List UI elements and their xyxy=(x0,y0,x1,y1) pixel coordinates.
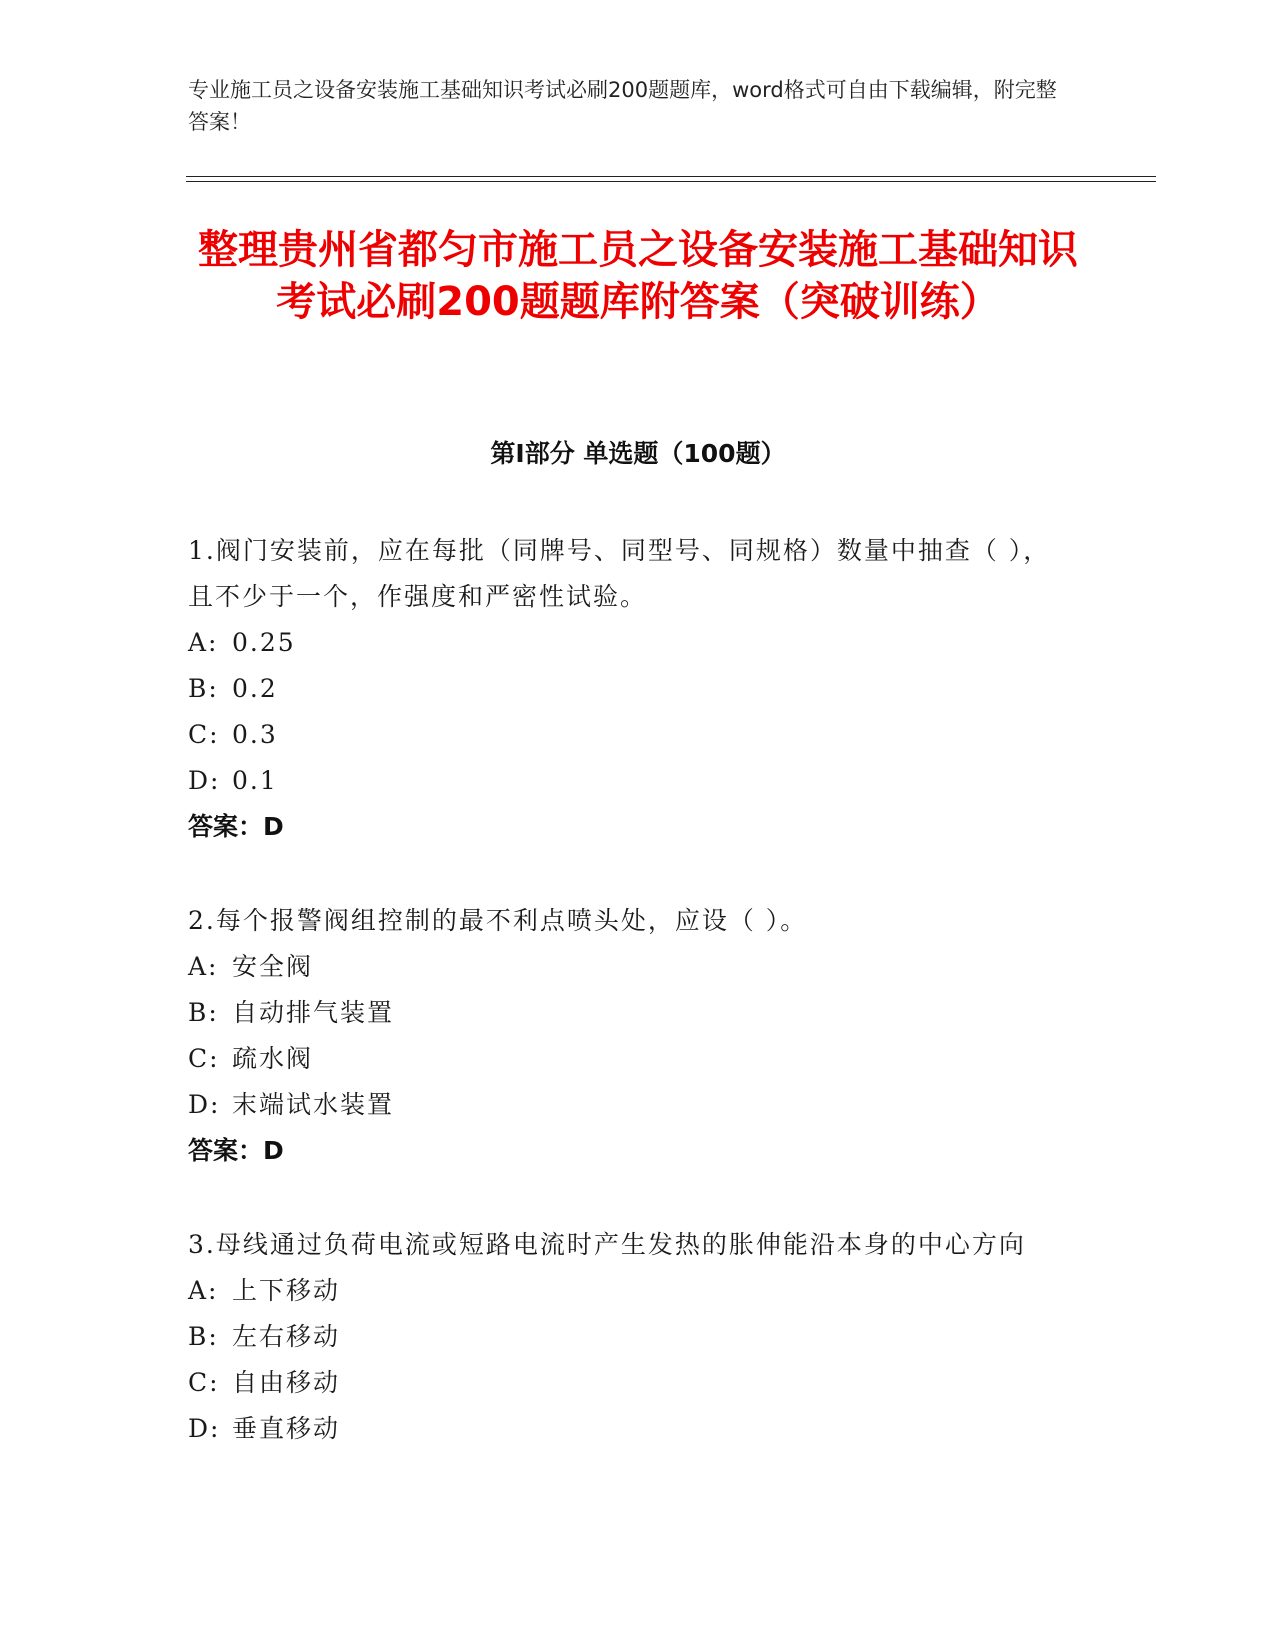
header-divider-bottom xyxy=(186,181,1156,182)
option-b xyxy=(188,666,1068,712)
question-list xyxy=(188,528,1068,1500)
answer-line: 答案：D xyxy=(188,1136,284,1165)
option-text: 疏水阀 xyxy=(232,1044,314,1073)
option-text: 自由移动 xyxy=(232,1368,341,1397)
answer-line: 答案：D xyxy=(188,812,284,841)
option-a xyxy=(188,944,1068,990)
option-letter: B: xyxy=(188,998,219,1027)
option-letter: A: xyxy=(188,952,219,981)
option-letter: C: xyxy=(188,1044,220,1073)
option-c xyxy=(188,1360,1068,1406)
option-text: 上下移动 xyxy=(232,1276,341,1305)
option-c xyxy=(188,712,1068,758)
section-title: 第Ⅰ部分 单选题（100题） xyxy=(490,439,786,468)
question-stem: 3.母线通过负荷电流或短路电流时产生发热的胀伸能沿本身的中心方向 xyxy=(188,1230,1026,1259)
option-text: 0.2 xyxy=(232,674,278,703)
option-text: 自动排气装置 xyxy=(232,998,395,1027)
document-title: 整理贵州省都匀市施工员之设备安装施工基础知识考试必刷200题题库附答案（突破训练） xyxy=(198,227,1078,325)
option-text: 垂直移动 xyxy=(232,1414,341,1443)
option-c xyxy=(188,1036,1068,1082)
question-2 xyxy=(188,898,1068,1174)
option-d xyxy=(188,758,1068,804)
option-letter: B: xyxy=(188,1322,219,1351)
option-letter: D: xyxy=(188,1414,221,1443)
option-b xyxy=(188,1314,1068,1360)
option-letter: C: xyxy=(188,720,220,749)
option-text: 0.1 xyxy=(232,766,278,795)
header-divider-top xyxy=(186,176,1156,177)
option-letter: D: xyxy=(188,1090,221,1119)
question-stem: 2.每个报警阀组控制的最不利点喷头处，应设（ ）。 xyxy=(188,906,808,935)
option-letter: A: xyxy=(188,628,219,657)
option-a xyxy=(188,1268,1068,1314)
option-text: 安全阀 xyxy=(232,952,314,981)
option-b xyxy=(188,990,1068,1036)
option-letter: C: xyxy=(188,1368,220,1397)
option-text: 0.25 xyxy=(232,628,296,657)
option-text: 末端试水装置 xyxy=(232,1090,395,1119)
option-a xyxy=(188,620,1068,666)
option-d xyxy=(188,1406,1068,1452)
option-letter: A: xyxy=(188,1276,219,1305)
option-text: 左右移动 xyxy=(232,1322,341,1351)
option-letter: D: xyxy=(188,766,221,795)
option-d xyxy=(188,1082,1068,1128)
header-note: 专业施工员之设备安装施工基础知识考试必刷200题题库，word格式可自由下载编辑，附完整答案！ xyxy=(188,78,1057,134)
option-letter: B: xyxy=(188,674,219,703)
option-text: 0.3 xyxy=(232,720,278,749)
question-stem: 1.阀门安装前，应在每批（同牌号、同型号、同规格）数量中抽查（ ），且不少于一个，作强度和严密性试验。 xyxy=(188,536,1051,611)
question-3 xyxy=(188,1222,1068,1452)
question-1 xyxy=(188,528,1068,850)
